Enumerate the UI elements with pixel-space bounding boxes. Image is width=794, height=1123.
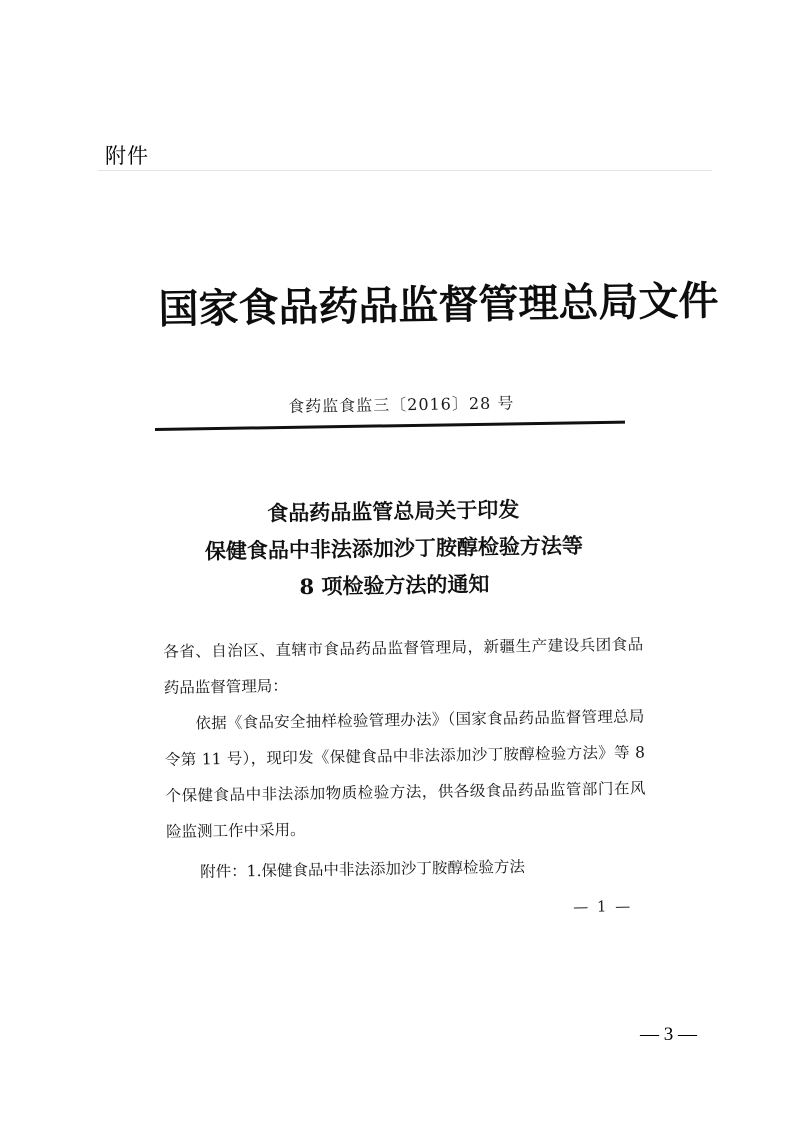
page-number: — 3 —: [640, 1024, 697, 1045]
attachment-label: 附件: [105, 144, 149, 168]
inner-page-number: — 1 —: [573, 897, 633, 916]
body-paragraph: 依据《食品安全抽样检验管理办法》（国家食品药品监督管理总局令第 11 号），现印发《保健食品中非法添加沙丁胺醇检验方法》等 8 个保健食品中非法添加物质检验方法，供各级食品药品监管部门在风险监测工作中采用。: [164, 707, 646, 841]
notice-title-line: 8 项检验方法的通知: [299, 571, 490, 600]
attachment-item: 附件：1.保健食品中非法添加沙丁胺醇检验方法: [200, 857, 526, 881]
notice-title-line: 食品药品监管总局关于印发: [267, 496, 520, 526]
document-number: 食药监食监三〔2016〕28 号: [288, 393, 515, 416]
notice-body: [163, 626, 646, 850]
notice-title: [178, 489, 610, 607]
notice-title-line: 保健食品中非法添加沙丁胺醇检验方法等: [204, 532, 584, 564]
recipients: 各省、自治区、直辖市食品药品监督管理局，新疆生产建设兵团食品药品监督管理局：: [163, 635, 644, 697]
header-red-rule: [155, 421, 625, 431]
agency-file-title: 国家食品药品监督管理总局文件: [158, 277, 719, 333]
